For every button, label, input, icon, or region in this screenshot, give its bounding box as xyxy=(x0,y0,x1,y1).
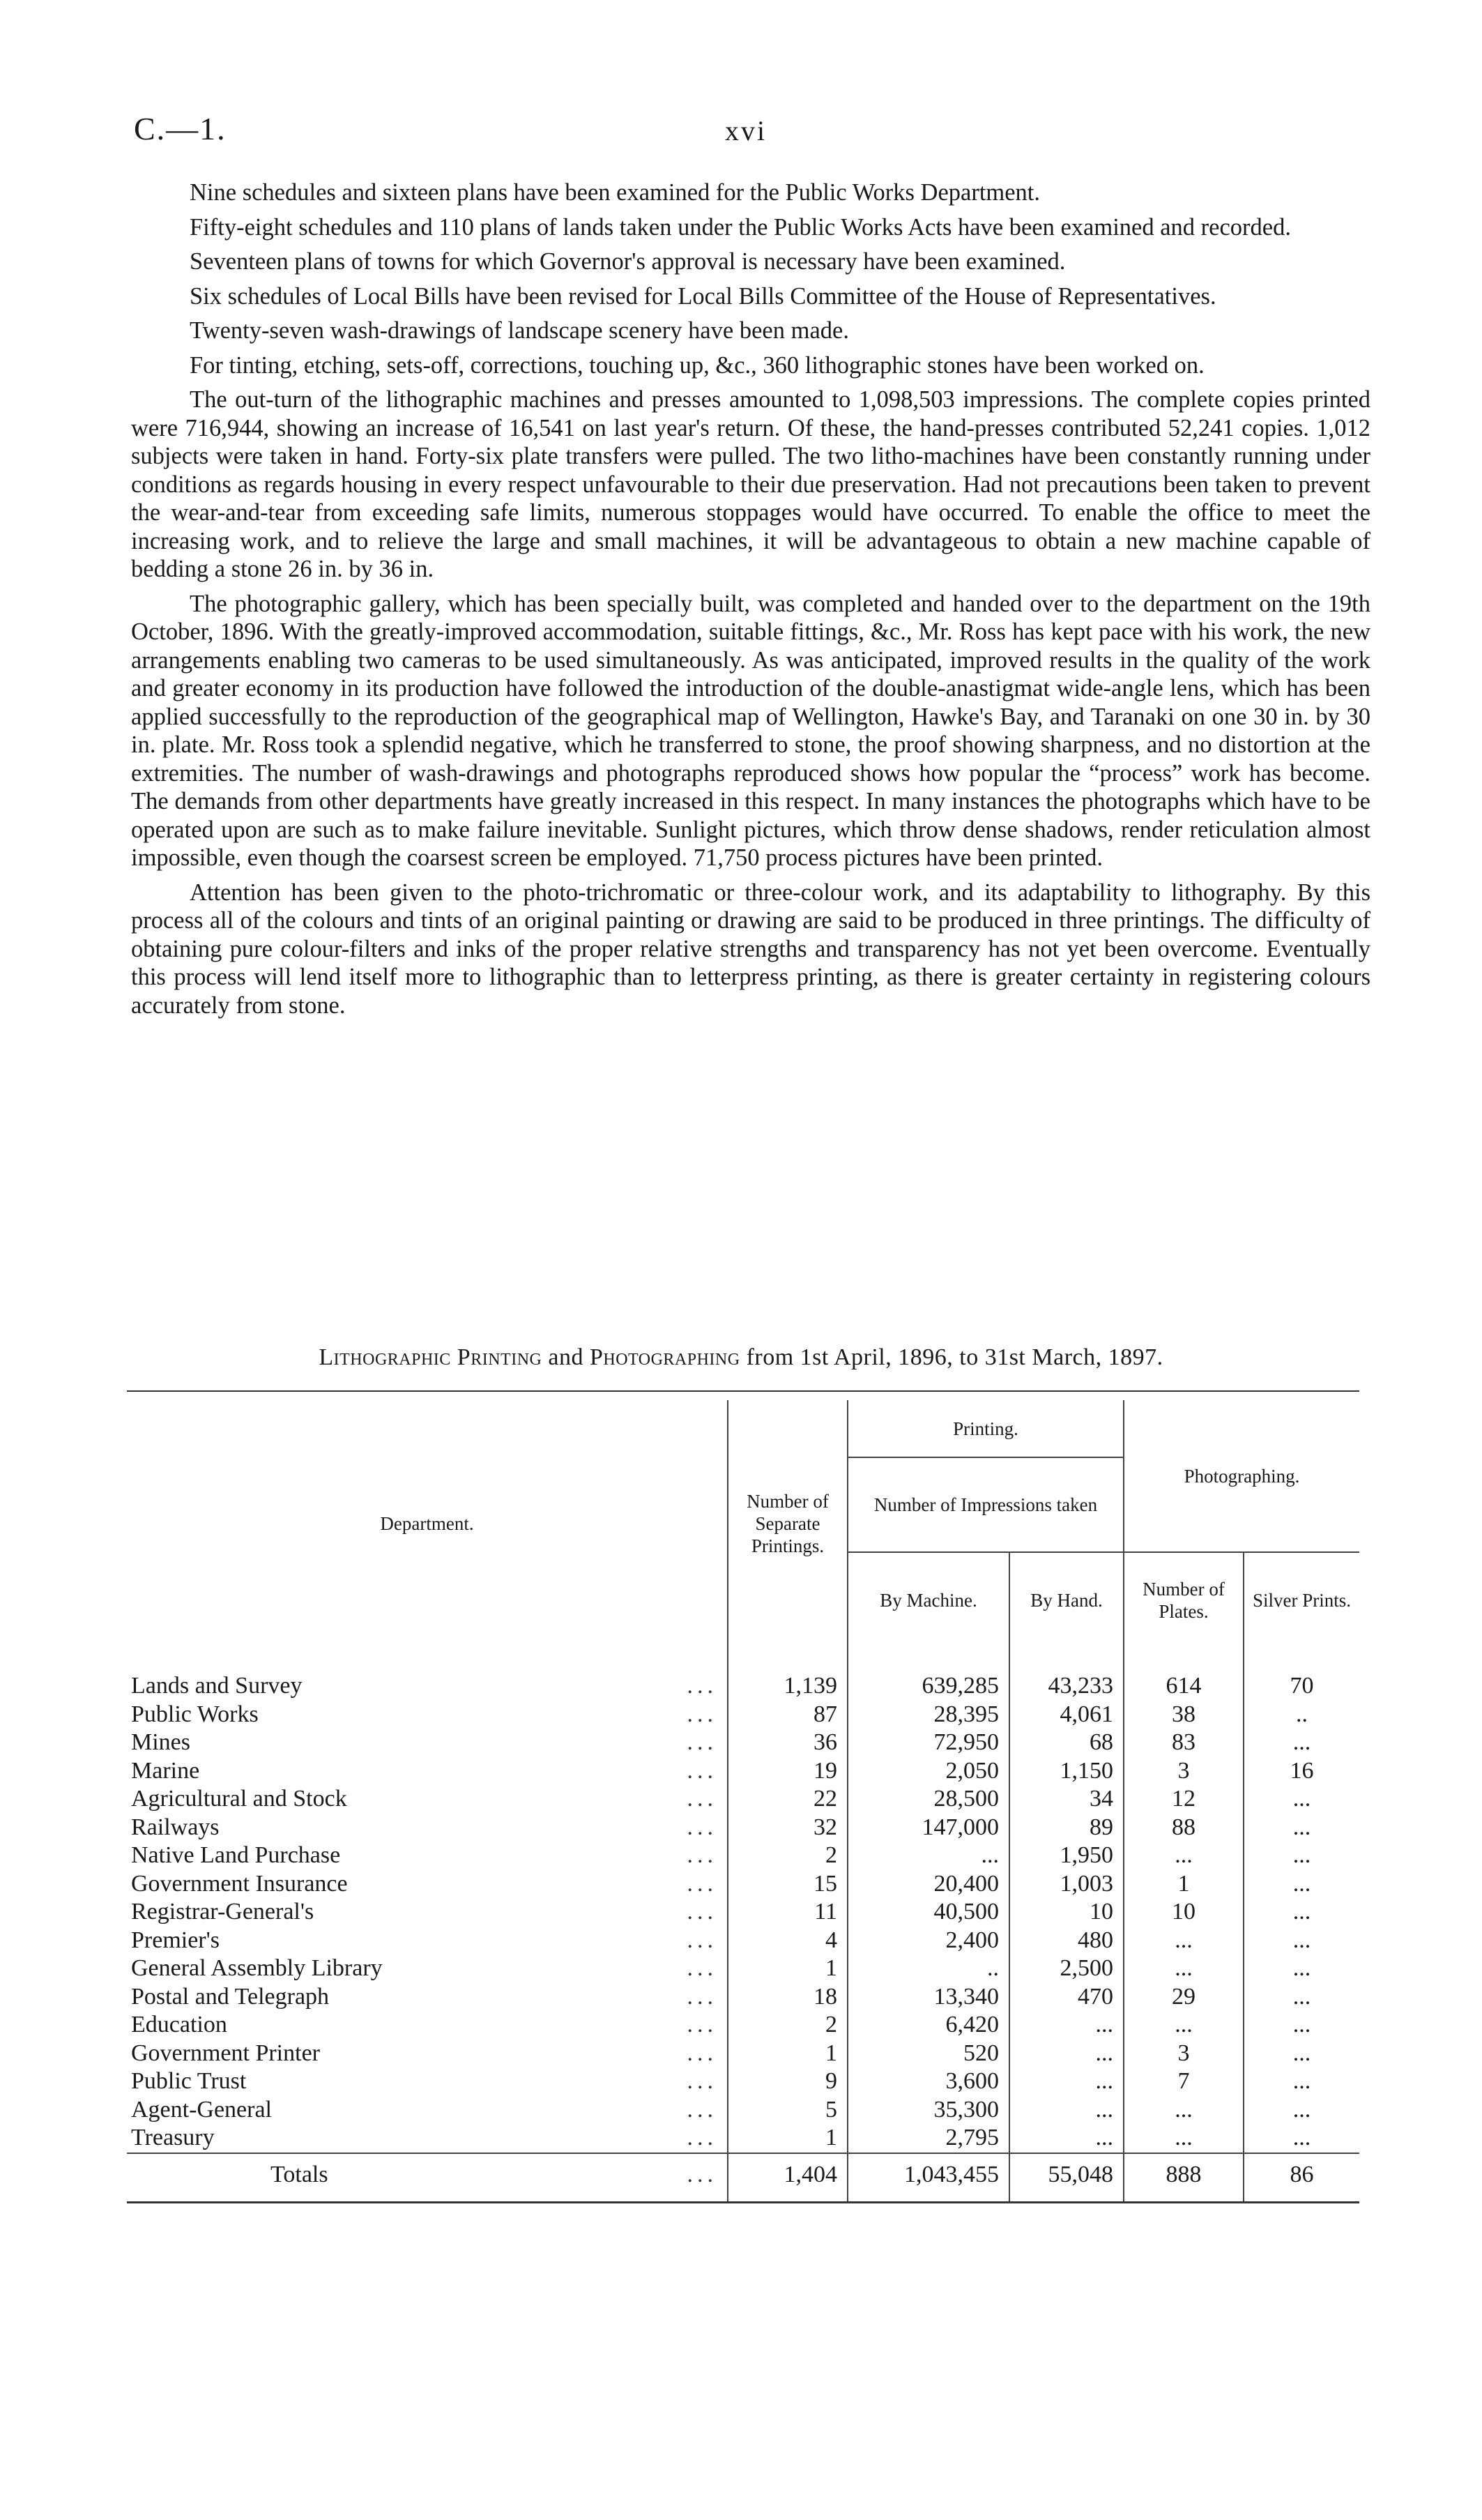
leader-dots: ... xyxy=(687,2096,717,2123)
department-cell xyxy=(127,1842,728,1870)
department-cell xyxy=(127,1898,728,1927)
by-hand-cell: 34 xyxy=(1009,1785,1124,1814)
leader-dots: ... xyxy=(687,1955,717,1981)
total-silver-prints-cell: 86 xyxy=(1244,2153,1359,2203)
plates-cell: 614 xyxy=(1124,1672,1244,1701)
by-machine-cell: 520 xyxy=(848,2040,1009,2068)
separate-printings-cell: 22 xyxy=(728,1785,848,1814)
plates-cell: 38 xyxy=(1124,1701,1244,1729)
plates-cell: 3 xyxy=(1124,1757,1244,1786)
col-header-impressions: Number of Impressions taken xyxy=(848,1457,1124,1552)
plates-cell: ... xyxy=(1124,1927,1244,1955)
total-separate-printings-cell: 1,404 xyxy=(728,2153,848,2203)
plates-cell: ... xyxy=(1124,1954,1244,1983)
separate-printings-cell: 9 xyxy=(728,2067,848,2096)
col-header-printing: Printing. xyxy=(848,1400,1124,1457)
separate-printings-cell: 32 xyxy=(728,1814,848,1842)
department-cell xyxy=(127,2040,728,2068)
department-cell xyxy=(127,1701,728,1729)
leader-dots: ... xyxy=(687,2161,717,2187)
by-hand-cell: 480 xyxy=(1009,1927,1124,1955)
by-hand-cell: 10 xyxy=(1009,1898,1124,1927)
paragraph: For tinting, etching, sets-off, corrections, touching up, &c., 360 lithographic stones have been worked on. xyxy=(190,351,1205,379)
table-row xyxy=(127,1842,1359,1870)
by-hand-cell: ... xyxy=(1009,2011,1124,2040)
total-by-machine-cell: 1,043,455 xyxy=(848,2153,1009,2203)
by-hand-cell: 470 xyxy=(1009,1983,1124,2012)
separate-printings-cell: 2 xyxy=(728,1842,848,1870)
plates-cell: 12 xyxy=(1124,1785,1244,1814)
leader-dots: ... xyxy=(687,1757,717,1784)
silver-prints-cell: ... xyxy=(1244,2124,1359,2153)
separate-printings-cell: 19 xyxy=(728,1757,848,1786)
department-cell xyxy=(127,2067,728,2096)
by-machine-cell: 28,395 xyxy=(848,1701,1009,1729)
department-name: Agent-General xyxy=(131,2096,273,2123)
leader-dots: ... xyxy=(687,2040,717,2066)
table-top-rule xyxy=(127,1390,1359,1392)
department-cell xyxy=(127,2011,728,2040)
leader-dots: ... xyxy=(687,2068,717,2094)
table-row xyxy=(127,1757,1359,1786)
paragraph: Twenty-seven wash-drawings of landscape scenery have been made. xyxy=(190,317,849,344)
table-row xyxy=(127,1954,1359,1983)
by-hand-cell: 1,950 xyxy=(1009,1842,1124,1870)
col-header-silver-prints: Silver Prints. xyxy=(1244,1552,1359,1647)
department-cell xyxy=(127,1729,728,1757)
department-name: Government Insurance xyxy=(131,1870,348,1897)
leader-dots: ... xyxy=(687,2012,717,2037)
department-name: Lands and Survey xyxy=(131,1673,303,1699)
department-name: Registrar-General's xyxy=(131,1899,314,1925)
department-name: Government Printer xyxy=(131,2040,320,2066)
by-hand-cell: 68 xyxy=(1009,1729,1124,1757)
table-title-part: Lithographic Printing xyxy=(319,1344,542,1370)
col-header-photographing: Photographing. xyxy=(1124,1400,1359,1552)
col-header-plates: Number of Plates. xyxy=(1124,1552,1244,1647)
leader-dots: ... xyxy=(687,1927,717,1953)
department-cell xyxy=(127,1672,728,1701)
leader-dots: ... xyxy=(687,1983,717,2010)
by-machine-cell: 13,340 xyxy=(848,1983,1009,2012)
by-machine-cell: .. xyxy=(848,1954,1009,1983)
separate-printings-cell: 15 xyxy=(728,1870,848,1899)
by-hand-cell: ... xyxy=(1009,2067,1124,2096)
silver-prints-cell: ... xyxy=(1244,2067,1359,2096)
paragraph: Fifty-eight schedules and 110 plans of lands taken under the Public Works Acts have been examined and recorded. xyxy=(190,213,1291,241)
paragraph: Nine schedules and sixteen plans have been examined for the Public Works Department. xyxy=(190,179,1041,206)
department-name: Treasury xyxy=(131,2125,215,2150)
leader-dots: ... xyxy=(687,1870,717,1897)
department-name: Education xyxy=(131,2012,227,2037)
silver-prints-cell: ... xyxy=(1244,1927,1359,1955)
silver-prints-cell: ... xyxy=(1244,2040,1359,2068)
table-row xyxy=(127,2067,1359,2096)
leader-dots: ... xyxy=(687,1673,717,1699)
table-row xyxy=(127,2124,1359,2153)
by-hand-cell: ... xyxy=(1009,2040,1124,2068)
department-cell xyxy=(127,1785,728,1814)
leader-dots: ... xyxy=(687,1786,717,1812)
table-row xyxy=(127,2040,1359,2068)
plates-cell: 88 xyxy=(1124,1814,1244,1842)
col-header-department: Department. xyxy=(380,1513,474,1534)
table-row xyxy=(127,1814,1359,1842)
by-machine-cell: ... xyxy=(848,1842,1009,1870)
leader-dots: ... xyxy=(687,1729,717,1755)
leader-dots: ... xyxy=(687,1814,717,1840)
by-hand-cell: 1,003 xyxy=(1009,1870,1124,1899)
silver-prints-cell: ... xyxy=(1244,1785,1359,1814)
department-name: Marine xyxy=(131,1757,200,1784)
paragraph: The photographic gallery, which has been specially built, was completed and handed over to the department on the 19th October, 1896. With the greatly-improved accommodation, suitable fittings, &c., Mr. Ross has kept pace with his work, the new arrangements enabling two cameras to be used simultaneously. As was anticipated, improved results in the quality of the work and greater economy in its production have followed the introduction of the double-anastigmat wide-angle lens, which has been applied successfully to the reproduction of the geographical map of Wellington, Hawke's Bay, and Taranaki on one 30 in. by 30 in. plate. Mr. Ross took a splendid negative, which he transferred to stone, the proof showing sharpness, and no distortion at the extremities. The number of wash-drawings and photographs reproduced shows how popular the “process” work has become. The demands from other departments have greatly increased in this respect. In many instances the photographs which have to be operated upon are such as to make failure inevitable. Sunlight pictures, which throw dense shadows, render reticulation almost impossible, even though the coarsest screen be employed. 71,750 process pictures have been printed. xyxy=(131,590,1370,871)
table-row xyxy=(127,1983,1359,2012)
table-title-part: from 1st April, 1896, to 31st March, 1897. xyxy=(740,1344,1163,1370)
plates-cell: 3 xyxy=(1124,2040,1244,2068)
paragraph: Attention has been given to the photo-trichromatic or three-colour work, and its adaptability to lithography. By this process all of the colours and tints of an original painting or drawing are said to be produced in three printings. The difficulty of obtaining pure colour-filters and inks of the proper relative strengths and transparency has not yet been overcome. Eventually this process will lend itself more to lithographic than to letterpress printing, as there is greater certainty in registering colours accurately from stone. xyxy=(131,879,1370,1019)
page-reference: C.—1. xyxy=(134,111,227,146)
department-name: Mines xyxy=(131,1729,190,1755)
paragraph: Six schedules of Local Bills have been revised for Local Bills Committee of the House of Representatives. xyxy=(190,282,1216,310)
by-machine-cell: 147,000 xyxy=(848,1814,1009,1842)
table-title xyxy=(0,1344,1482,1371)
col-header-separate-printings: Number of Separate Printings. xyxy=(728,1400,848,1647)
separate-printings-cell: 4 xyxy=(728,1927,848,1955)
separate-printings-cell: 1,139 xyxy=(728,1672,848,1701)
total-plates-cell: 888 xyxy=(1124,2153,1244,2203)
table-row xyxy=(127,1672,1359,1701)
separate-printings-cell: 5 xyxy=(728,2096,848,2125)
plates-cell: ... xyxy=(1124,1842,1244,1870)
silver-prints-cell: ... xyxy=(1244,1729,1359,1757)
table-row xyxy=(127,2011,1359,2040)
by-hand-cell: 1,150 xyxy=(1009,1757,1124,1786)
by-hand-cell: ... xyxy=(1009,2096,1124,2125)
by-machine-cell: 20,400 xyxy=(848,1870,1009,1899)
plates-cell: 7 xyxy=(1124,2067,1244,2096)
silver-prints-cell: ... xyxy=(1244,1898,1359,1927)
department-cell xyxy=(127,1983,728,2012)
totals-label-cell xyxy=(127,2153,728,2203)
plates-cell: ... xyxy=(1124,2124,1244,2153)
separate-printings-cell: 11 xyxy=(728,1898,848,1927)
department-cell xyxy=(127,2124,728,2153)
col-header-by-machine: By Machine. xyxy=(848,1552,1009,1647)
spacer-row xyxy=(127,1647,1359,1672)
by-hand-cell: 4,061 xyxy=(1009,1701,1124,1729)
department-cell xyxy=(127,1870,728,1899)
table-row xyxy=(127,1898,1359,1927)
department-name: Postal and Telegraph xyxy=(131,1983,330,2010)
by-machine-cell: 35,300 xyxy=(848,2096,1009,2125)
total-by-hand-cell: 55,048 xyxy=(1009,2153,1124,2203)
department-cell xyxy=(127,1757,728,1786)
department-cell xyxy=(127,2096,728,2125)
silver-prints-cell: ... xyxy=(1244,1814,1359,1842)
silver-prints-cell: 16 xyxy=(1244,1757,1359,1786)
leader-dots: ... xyxy=(687,2125,717,2150)
department-cell xyxy=(127,1814,728,1842)
department-name: Public Works xyxy=(131,1701,259,1727)
separate-printings-cell: 18 xyxy=(728,1983,848,2012)
plates-cell: ... xyxy=(1124,2011,1244,2040)
by-machine-cell: 2,795 xyxy=(848,2124,1009,2153)
separate-printings-cell: 2 xyxy=(728,2011,848,2040)
department-name: Agricultural and Stock xyxy=(131,1786,347,1812)
by-hand-cell: 2,500 xyxy=(1009,1954,1124,1983)
separate-printings-cell: 1 xyxy=(728,1954,848,1983)
silver-prints-cell: ... xyxy=(1244,1842,1359,1870)
report-body xyxy=(131,179,1370,1026)
by-hand-cell: 89 xyxy=(1009,1814,1124,1842)
leader-dots: ... xyxy=(687,1701,717,1727)
by-machine-cell: 40,500 xyxy=(848,1898,1009,1927)
leader-dots: ... xyxy=(687,1842,717,1868)
separate-printings-cell: 87 xyxy=(728,1701,848,1729)
department-cell xyxy=(127,1954,728,1983)
col-header-by-hand: By Hand. xyxy=(1009,1552,1124,1647)
by-machine-cell: 3,600 xyxy=(848,2067,1009,2096)
lithographic-table xyxy=(127,1400,1359,2203)
by-machine-cell: 72,950 xyxy=(848,1729,1009,1757)
table-row xyxy=(127,1729,1359,1757)
department-name: General Assembly Library xyxy=(131,1955,383,1981)
silver-prints-cell: 70 xyxy=(1244,1672,1359,1701)
leader-dots: ... xyxy=(687,1899,717,1925)
department-name: Premier's xyxy=(131,1927,220,1953)
plates-cell: 1 xyxy=(1124,1870,1244,1899)
plates-cell: 29 xyxy=(1124,1983,1244,2012)
plates-cell: ... xyxy=(1124,2096,1244,2125)
by-machine-cell: 2,050 xyxy=(848,1757,1009,1786)
by-machine-cell: 639,285 xyxy=(848,1672,1009,1701)
silver-prints-cell: ... xyxy=(1244,2096,1359,2125)
department-name: Native Land Purchase xyxy=(131,1842,341,1868)
silver-prints-cell: ... xyxy=(1244,1954,1359,1983)
department-name: Public Trust xyxy=(131,2068,247,2094)
table-row xyxy=(127,1701,1359,1729)
department-name: Railways xyxy=(131,1814,220,1840)
table-title-part: and xyxy=(542,1344,590,1370)
table-row xyxy=(127,1785,1359,1814)
by-hand-cell: ... xyxy=(1009,2124,1124,2153)
silver-prints-cell: ... xyxy=(1244,2011,1359,2040)
separate-printings-cell: 36 xyxy=(728,1729,848,1757)
table-row xyxy=(127,1927,1359,1955)
by-machine-cell: 28,500 xyxy=(848,1785,1009,1814)
separate-printings-cell: 1 xyxy=(728,2124,848,2153)
silver-prints-cell: .. xyxy=(1244,1701,1359,1729)
by-machine-cell: 2,400 xyxy=(848,1927,1009,1955)
table-row xyxy=(127,2096,1359,2125)
page-number: xvi xyxy=(725,115,767,146)
plates-cell: 83 xyxy=(1124,1729,1244,1757)
table-row xyxy=(127,1870,1359,1899)
paragraph: The out-turn of the lithographic machines and presses amounted to 1,098,503 impressions. The complete copies printed were 716,944, showing an increase of 16,541 on last year's return. Of these, the hand-presses contributed 52,241 copies. 1,012 subjects were taken in hand. Forty-six plate transfers were pulled. The two litho-machines have been constantly running under conditions as regards housing in every respect unfavourable to their due preservation. Had not precautions been taken to prevent the wear-and-tear from exceeding safe limits, numerous stoppages would have occurred. To enable the office to meet the increasing work, and to relieve the large and small machines, it will be advantageous to obtain a new machine capable of bedding a stone 26 in. by 36 in. xyxy=(131,386,1370,582)
by-hand-cell: 43,233 xyxy=(1009,1672,1124,1701)
totals-label: Totals xyxy=(270,2161,328,2187)
by-machine-cell: 6,420 xyxy=(848,2011,1009,2040)
plates-cell: 10 xyxy=(1124,1898,1244,1927)
table-title-part: Photographing xyxy=(589,1344,740,1370)
silver-prints-cell: ... xyxy=(1244,1983,1359,2012)
separate-printings-cell: 1 xyxy=(728,2040,848,2068)
paragraph: Seventeen plans of towns for which Governor's approval is necessary have been examined. xyxy=(190,248,1066,275)
totals-row xyxy=(127,2153,1359,2203)
silver-prints-cell: ... xyxy=(1244,1870,1359,1899)
department-cell xyxy=(127,1927,728,1955)
